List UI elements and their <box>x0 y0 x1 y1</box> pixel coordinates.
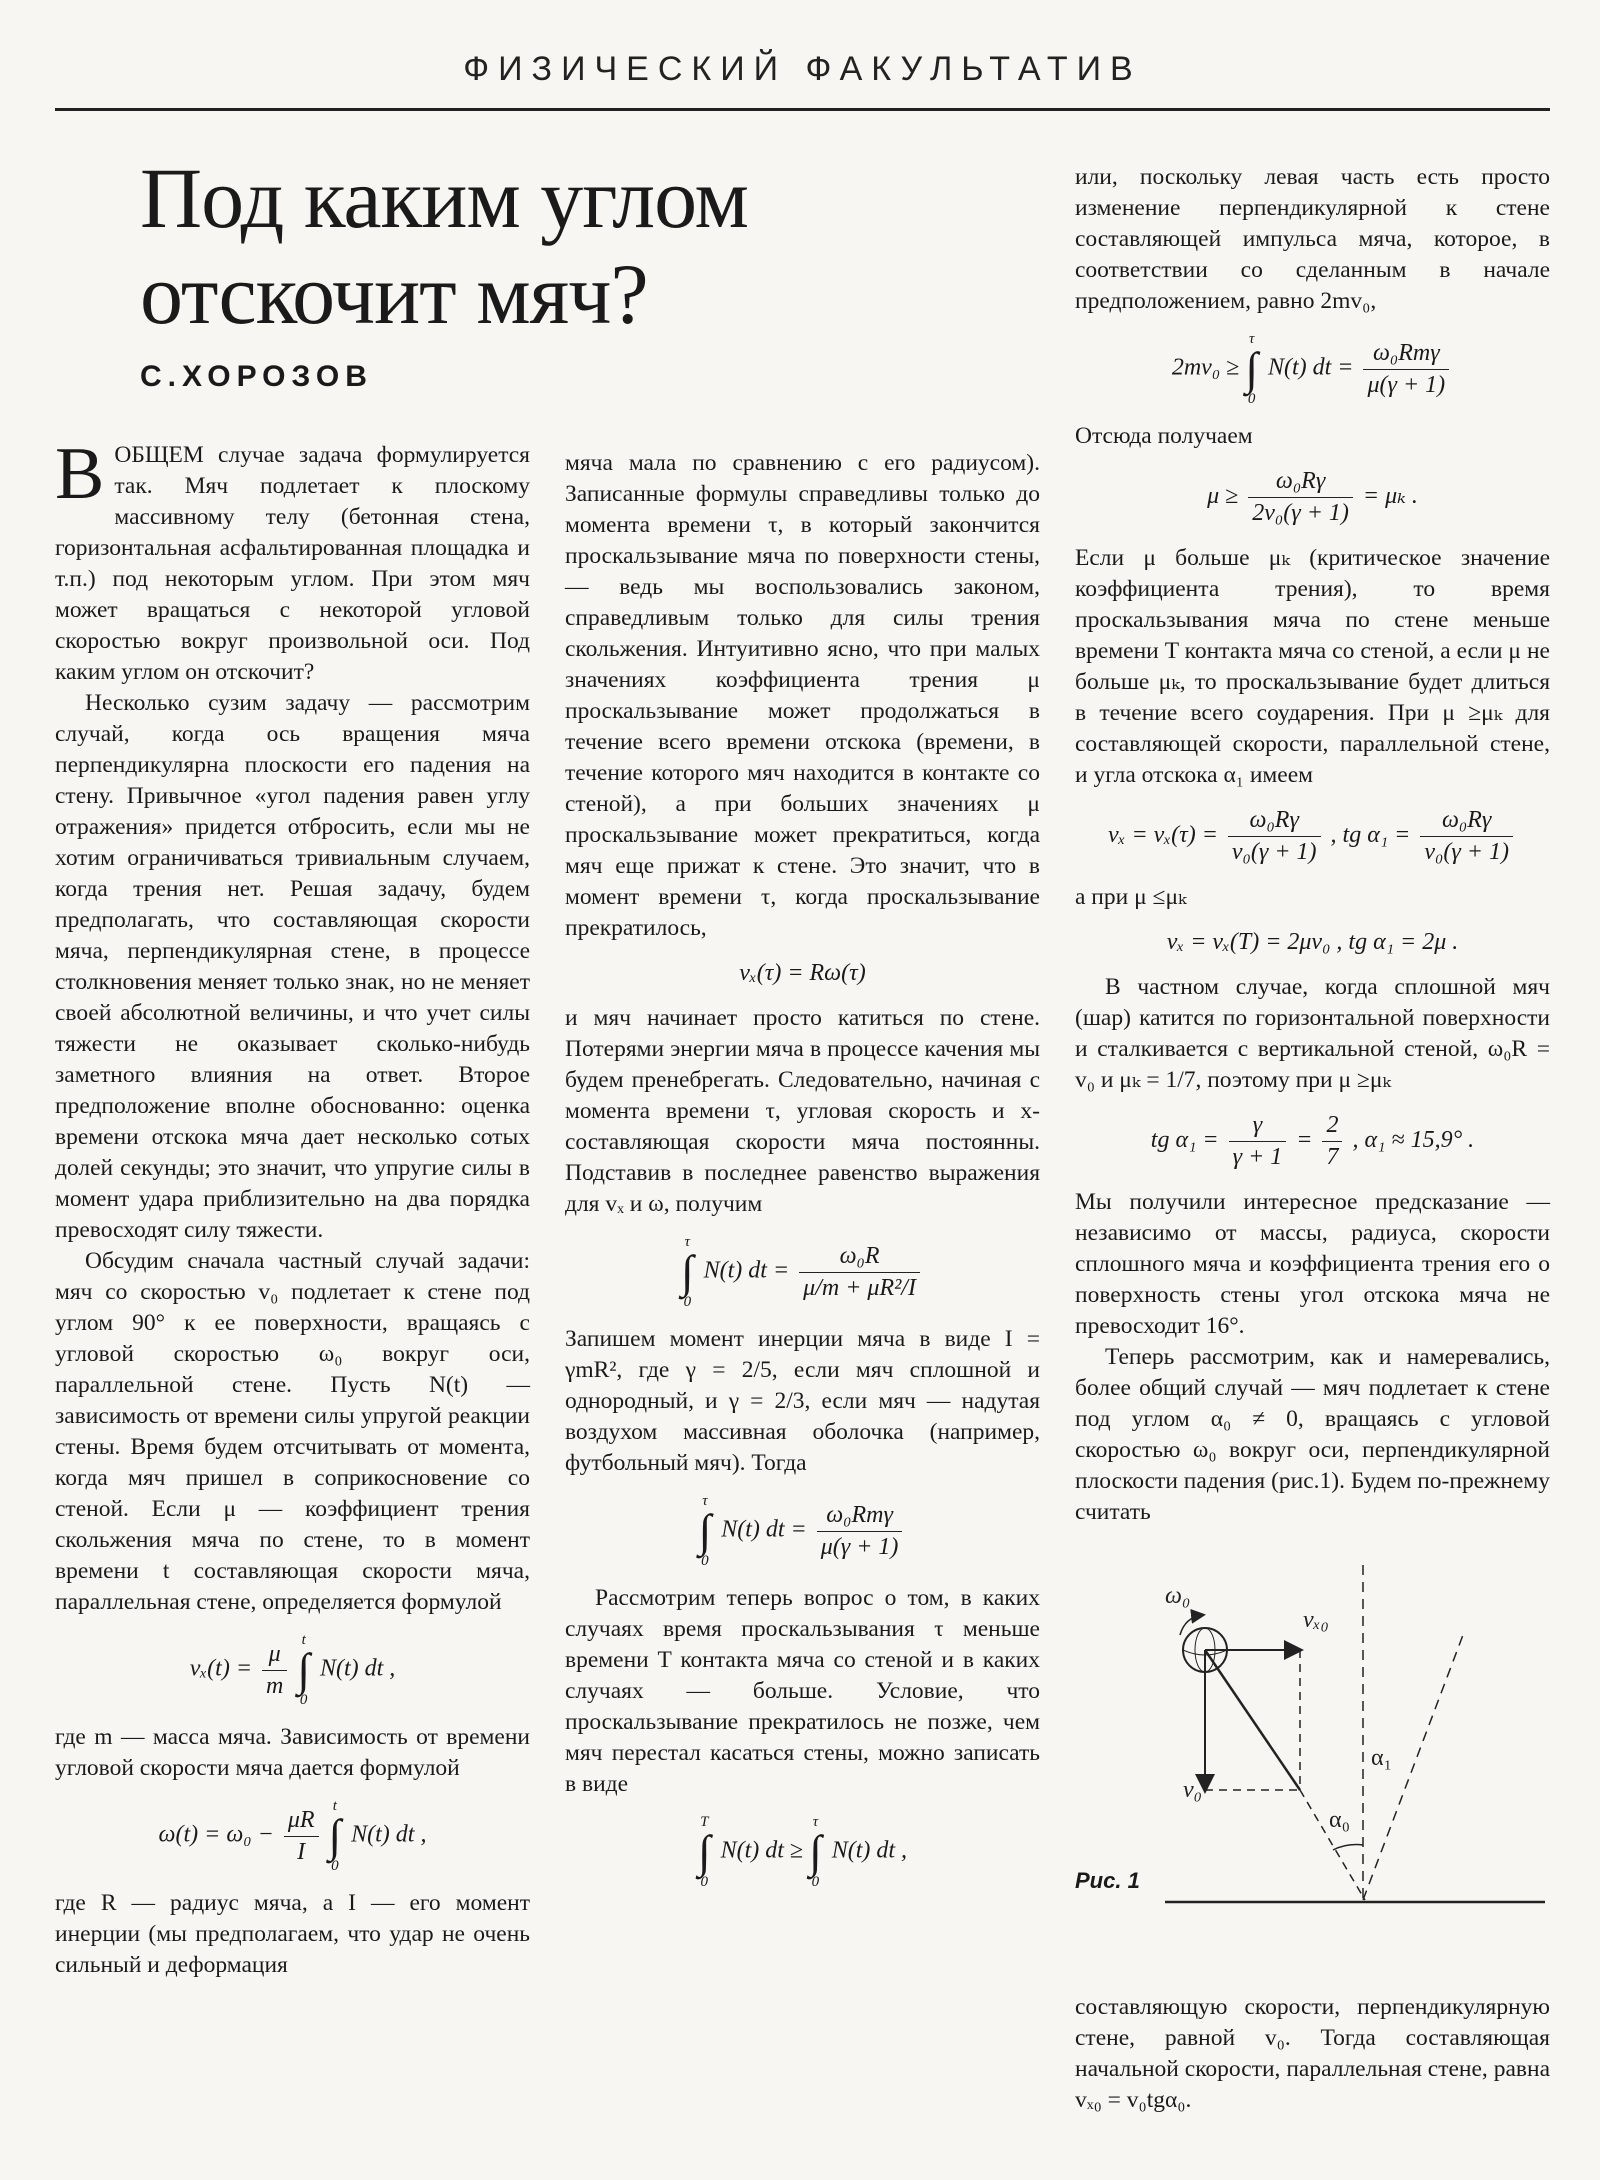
paragraph-14: В частном случае, когда сплошной мяч (шар) катится по горизонтальной поверхности и сталкивается с вертикальной стеной, ω₀R = v₀ и μₖ = 1/7, поэтому при μ ≥μₖ <box>1075 974 1550 1093</box>
fraction <box>284 1805 319 1868</box>
column-1 <box>55 433 530 1981</box>
formula-text: N(t) dt , <box>831 1837 908 1864</box>
integral-sign: t ∫ 0 <box>297 1632 310 1708</box>
paragraph-5: где R — радиус мяча, а I — его момент инерции (мы предполагаем, что удар не очень сильный и деформация <box>55 1890 530 1978</box>
formula-text: 2mv₀ ≥ <box>1171 354 1240 381</box>
numerator: ω₀Rγ <box>1248 466 1353 498</box>
formula-text: μ ≥ <box>1207 483 1239 510</box>
article-author: С.ХОРОЗОВ <box>140 360 373 393</box>
integral-lower: 0 <box>701 1553 709 1569</box>
formula-inequality <box>565 1814 1040 1890</box>
numerator: ω₀R <box>799 1241 920 1273</box>
figure-1 <box>1075 1565 1550 1985</box>
denominator: μ/m + μR²/I <box>803 1274 916 1301</box>
formula-integral-2 <box>565 1493 1040 1569</box>
paragraph-11: Отсюда получаем <box>1075 423 1253 449</box>
formula-text: N(t) dt ≥ <box>720 1837 804 1864</box>
formula-vx-tg <box>1075 805 1550 868</box>
paragraph-13: а при μ ≤μₖ <box>1075 884 1187 910</box>
numerator: 2 <box>1322 1110 1342 1142</box>
fraction <box>1420 805 1513 868</box>
integral-upper: t <box>332 1798 337 1814</box>
formula-text: , tg α₁ = <box>1330 822 1411 849</box>
fraction <box>262 1639 287 1702</box>
integral-upper: τ <box>1248 331 1255 347</box>
paragraph-1 <box>55 433 530 688</box>
paragraph-15: Мы получили интересное предсказание — независимо от массы, радиуса, скорости сплошного мяча и коэффициента трения его о поверхность стены угол отскока мяча не превосходит 16°. <box>1075 1189 1550 1339</box>
angle-arc <box>1333 1845 1363 1850</box>
fraction <box>1229 1110 1287 1173</box>
integral-sign: τ ∫ 0 <box>681 1234 694 1310</box>
denominator: v₀(γ + 1) <box>1424 839 1509 865</box>
paragraph-2: Несколько сузим задачу — рассмотрим случай, когда ось вращения мяча перпендикулярна плоскости его падения на стену. Привычное «угол падения равен углу отражения» придется отбросить, если мы не хотим ограничиваться тривиальным случаем, когда трения нет. Решая задачу, будем предполагать, что составляющая скорости мяча, перпендикулярная стене, в процессе столкновения меняет только знак, но не меняет своей абсолютной величины, и что учет силы тяжести не оказывает сколько-нибудь заметного влияния на ответ. Второе предположение вполне обоснованно: оценка времени отскока мяча дает несколько сотых долей секунды; это значит, что упругие силы в момент удара приблизительно на два порядка превосходят силу тяжести. <box>55 690 530 1243</box>
section-header: ФИЗИЧЕСКИЙ ФАКУЛЬТАТИВ <box>463 50 1142 88</box>
integral-lower: 0 <box>299 1692 308 1708</box>
formula-text: ω(t) = ω₀ − <box>158 1821 274 1848</box>
velocity-vector <box>1205 1650 1300 1790</box>
denominator: v₀(γ + 1) <box>1231 839 1317 865</box>
formula-text: tg α₁ = <box>1150 1127 1219 1154</box>
label-v0: v₀ <box>1183 1777 1202 1803</box>
formula-vxT: vₓ = vₓ(T) = 2μv₀ , tg α₁ = 2μ . <box>1166 929 1459 955</box>
integral-lower: 0 <box>683 1294 692 1310</box>
paragraph-17: составляющую скорости, перпендикулярную стене, равной v₀. Тогда составляющая начальной скорости, параллельная стене, равна vₓ₀ = v₀tgα₀. <box>1075 1994 1550 2113</box>
denominator: γ + 1 <box>1232 1144 1283 1170</box>
integral-sign: τ ∫ 0 <box>809 1814 822 1890</box>
integral-sign: τ ∫ 0 <box>698 1493 712 1569</box>
integral-upper: τ <box>702 1493 708 1509</box>
integral-lower: 0 <box>811 1874 820 1890</box>
formula-text: , α₁ ≈ 15,9° . <box>1352 1127 1475 1154</box>
denominator: 7 <box>1326 1144 1339 1170</box>
formula-omega <box>55 1798 530 1874</box>
integral-sign: T ∫ 0 <box>697 1814 711 1890</box>
paragraph-12: Если μ больше μₖ (критическое значение коэффициента трения), то время проскальзывания мяча по стене меньше времени T контакта мяча со стеной, а если μ не больше μₖ, то проскальзывание будет длиться в течение всего соударения. При μ ≥μₖ для составляющей скорости, параллельной стене, и угла отскока α₁ имеем <box>1075 545 1550 788</box>
paragraph-4: где m — масса мяча. Зависимость от времени угловой скорости мяча дается формулой <box>55 1724 530 1781</box>
formula-integral-1 <box>565 1234 1040 1310</box>
numerator: ω₀Rγ <box>1228 805 1321 837</box>
formula-tg-alpha <box>1075 1110 1550 1173</box>
fraction <box>1228 805 1321 868</box>
article-title: Под каким углом отскочит мяч? <box>140 150 748 342</box>
numerator: ω₀Rmγ <box>1363 338 1449 370</box>
denominator: m <box>266 1672 284 1699</box>
formula-2mv <box>1075 331 1550 407</box>
paragraph-1-text: ОБЩЕМ случае задача формулируется так. Мяч подлетает к плоскому массивному телу (бетонная стена, горизонтальная асфальтированная площадка и т.п.) под некоторым углом. При этом мяч может вращаться с некоторой угловой скоростью вокруг произвольной оси. Под каким углом он отскочит? <box>55 442 530 685</box>
integral-upper: t <box>301 1632 306 1648</box>
drop-cap: В <box>55 433 105 515</box>
paragraph-16: Теперь рассмотрим, как и намеревались, более общий случай — мяч подлетает к стене под углом α₀ ≠ 0, вращаясь с угловой скоростью ω₀ вокруг оси, перпендикулярной плоскости падения (рис.1). Будем по-прежнему считать <box>1075 1344 1550 1525</box>
numerator: μ <box>262 1639 287 1671</box>
formula-text: = <box>1296 1127 1313 1154</box>
fraction <box>1322 1110 1342 1173</box>
header-rule <box>55 108 1550 111</box>
column-3-continued <box>1075 1992 1550 2116</box>
formula-text: = μₖ . <box>1362 483 1418 510</box>
numerator: μR <box>284 1805 319 1837</box>
paragraph-6: мяча мала по сравнению с его радиусом). Записанные формулы справедливы только до момента времени τ, в который закончится проскальзывание мяча по поверхности стены, — ведь мы воспользовались законом, справедливым только для силы трения скольжения. Интуитивно ясно, что при малых значениях коэффициента трения μ проскальзывание может продолжаться в течение всего времени отскока (времени, в течение которого мяч находится в контакте со стеной), а при больших значениях μ проскальзывание может прекратиться, когда мяч еще прижат к стене. Это значит, что в момент времени τ, когда проскальзывание прекратилось, <box>565 450 1040 941</box>
figure-caption: Рис. 1 <box>1075 1868 1140 1893</box>
paragraph-9: Рассмотрим теперь вопрос о том, в каких случаях время проскальзывания τ меньше времени T контакта мяча со стеной и в каких случаях — больше. Условие, что проскальзывание прекратилось не позже, чем мяч перестал касаться стены, можно записать в виде <box>565 1585 1040 1797</box>
formula-text: N(t) dt = <box>703 1257 790 1284</box>
fraction <box>1248 466 1353 529</box>
numerator: ω₀Rmγ <box>817 1500 903 1532</box>
formula-text: vₓ(t) = <box>189 1655 253 1682</box>
formula-vx <box>55 1632 530 1708</box>
integral-lower: 0 <box>331 1858 339 1874</box>
label-omega0: ω₀ <box>1165 1583 1191 1609</box>
label-alpha0: α₀ <box>1329 1807 1350 1833</box>
paragraph-7: и мяч начинает просто катиться по стене. Потерями энергии мяча в процессе качения мы будем пренебрегать. Следовательно, начиная с момента времени τ, угловая скорость и x-составляющая скорости мяча постоянны. Подставив в последнее равенство выражения для vₓ и ω, получим <box>565 1005 1040 1217</box>
column-2 <box>565 448 1040 1904</box>
paragraph-3: Обсудим сначала частный случай задачи: мяч со скоростью v₀ подлетает к стене под углом 90° к ее поверхности, вращаясь с угловой скоростью ω₀ вокруг оси, параллельной стене. Пусть N(t) — зависимость от времени силы упругой реакции стены. Время будем отсчитывать от момента, когда мяч пришел в соприкосновение со стеной. Если μ — коэффициент трения скольжения мяча по стене, то в момент времени t составляющая скорости мяча, параллельная стене, определяется формулой <box>55 1248 530 1615</box>
integral-upper: τ <box>684 1234 690 1250</box>
formula-text: N(t) dt , <box>351 1821 427 1848</box>
formula-text: N(t) dt = <box>721 1516 807 1543</box>
column-3 <box>1075 162 1550 1528</box>
paragraph-10: или, поскольку левая часть есть просто изменение перпендикулярной к стене составляющей импульса мяча, которое, в соответствии со сделанным в начале предположением, равно 2mv₀, <box>1075 164 1550 314</box>
integral-sign: t ∫ 0 <box>328 1798 342 1874</box>
integral-upper: τ <box>812 1814 819 1830</box>
fraction <box>1363 338 1449 401</box>
denominator: I <box>297 1838 306 1865</box>
formula-mu-critical <box>1075 466 1550 529</box>
formula-text: N(t) dt , <box>319 1655 396 1682</box>
label-vx0: vₓ₀ <box>1303 1607 1329 1633</box>
formula-roll: vₓ(τ) = Rω(τ) <box>739 960 866 986</box>
denominator: μ(γ + 1) <box>820 1533 899 1560</box>
label-alpha1: α₁ <box>1371 1745 1392 1771</box>
numerator: ω₀Rγ <box>1420 805 1513 837</box>
fraction <box>817 1500 903 1563</box>
denominator: 2v₀(γ + 1) <box>1252 500 1349 526</box>
formula-text: N(t) dt = <box>1267 354 1354 381</box>
formula-text: vₓ = vₓ(τ) = <box>1107 822 1218 849</box>
numerator: γ <box>1229 1110 1287 1142</box>
denominator: μ(γ + 1) <box>1367 371 1446 398</box>
integral-lower: 0 <box>1247 391 1256 407</box>
integral-sign: τ ∫ 0 <box>1245 331 1258 407</box>
integral-lower: 0 <box>700 1874 709 1890</box>
paragraph-8: Запишем момент инерции мяча в виде I = γmR², где γ = 2/5, если мяч сплошной и однородный, и γ = 2/3, если мяч — надутая воздухом массивная оболочка (например, футбольный мяч). Тогда <box>565 1326 1040 1476</box>
fraction <box>799 1241 920 1304</box>
integral-upper: T <box>700 1814 709 1830</box>
